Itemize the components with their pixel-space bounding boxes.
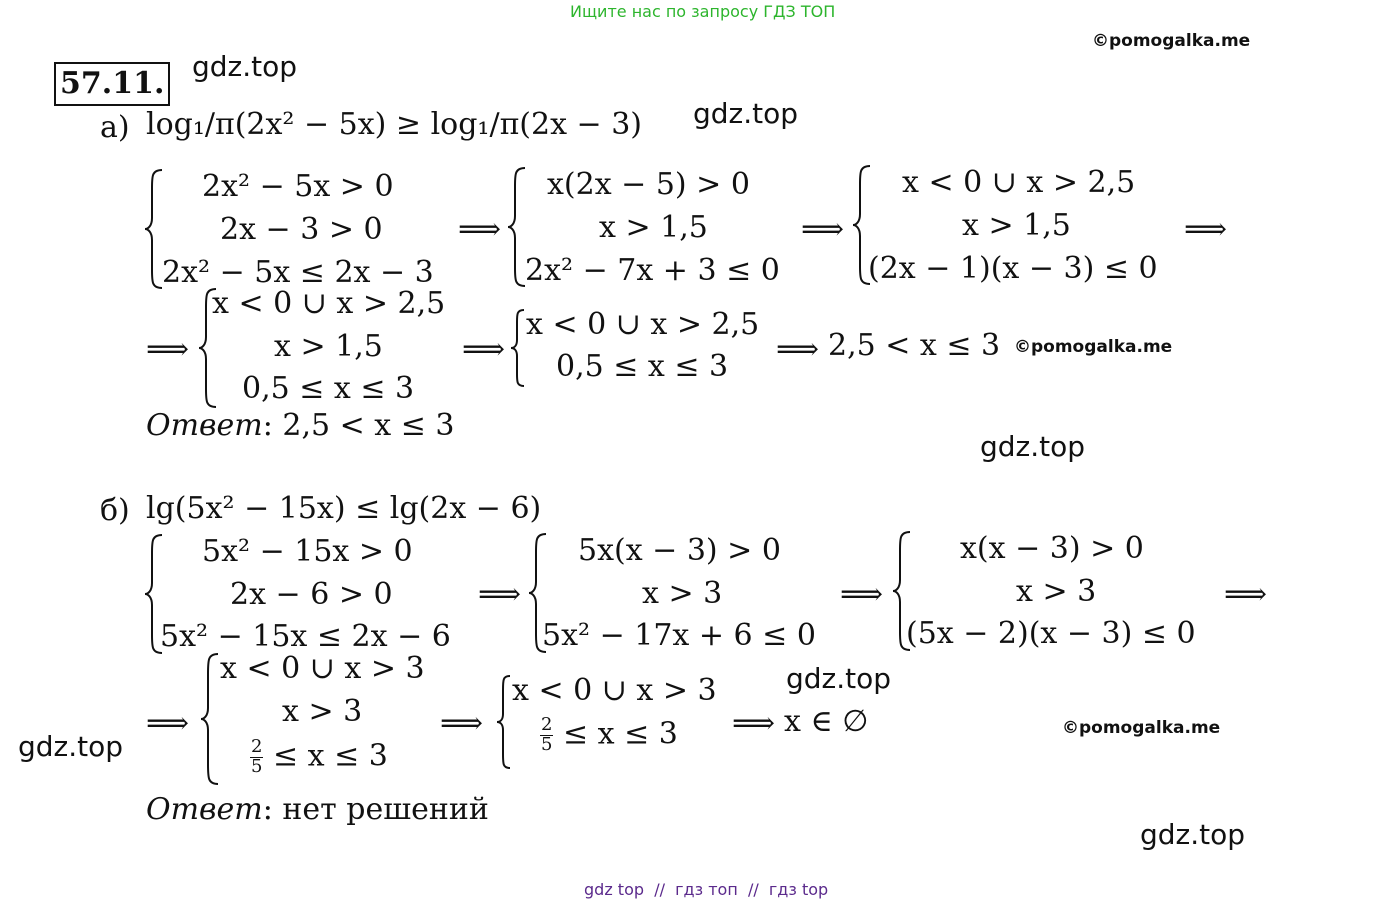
search-banner: Ищите нас по запросу ГДЗ ТОП (570, 2, 836, 21)
gdz-watermark: gdz.top (18, 730, 124, 763)
fraction (250, 738, 263, 777)
brace-icon (144, 168, 164, 290)
implies-arrow: ⟹ (146, 706, 190, 741)
copyright-watermark: ©pomogalka.me (1062, 718, 1221, 738)
implies-arrow: ⟹ (458, 212, 502, 247)
implies-arrow: ⟹ (776, 332, 820, 367)
part-a-system-4 (198, 287, 468, 409)
condition: 5x² − 15x ≤ 2x − 6 (160, 619, 451, 654)
part-a-system-5 (510, 308, 780, 388)
gdz-watermark: gdz.top (980, 430, 1086, 463)
part-b-answer (146, 792, 489, 827)
condition: (5x − 2)(x − 3) ≤ 0 (906, 616, 1196, 651)
condition: 0,5 ≤ x ≤ 3 (242, 371, 415, 406)
fraction-denominator: 5 (541, 733, 553, 755)
part-a-system-2 (507, 166, 807, 288)
condition: x > 1,5 (599, 210, 708, 245)
implies-arrow: ⟹ (840, 577, 884, 612)
part-a-label: а) (100, 110, 130, 145)
part-b-equation: lg(5x² − 15x) ≤ lg(2x − 6) (146, 491, 542, 526)
condition-with-fraction (540, 716, 678, 755)
implies-arrow: ⟹ (732, 706, 776, 741)
brace-icon (507, 166, 527, 288)
gdz-watermark: gdz.top (1140, 818, 1246, 851)
gdz-watermark: gdz.top (192, 50, 298, 83)
condition: x > 1,5 (274, 329, 383, 364)
answer-label: Ответ (146, 408, 263, 443)
condition-with-fraction (250, 738, 388, 777)
footer-links[interactable]: gdz top // гдз топ // гдз top (584, 880, 829, 899)
condition: 2x² − 7x + 3 ≤ 0 (525, 253, 780, 288)
gdz-watermark: gdz.top (693, 97, 799, 130)
condition: 5x² − 17x + 6 ≤ 0 (542, 618, 816, 653)
implies-arrow: ⟹ (440, 706, 484, 741)
condition: x(2x − 5) > 0 (547, 167, 750, 202)
fraction-numerator: 2 (541, 714, 553, 735)
implies-arrow: ⟹ (1224, 577, 1268, 612)
part-a-system-3 (852, 164, 1182, 286)
condition: 2x² − 5x ≤ 2x − 3 (162, 255, 434, 290)
part-b-system-3 (892, 530, 1222, 652)
condition: x > 3 (282, 694, 363, 729)
condition: x(x − 3) > 0 (960, 531, 1144, 566)
condition: x > 3 (642, 576, 723, 611)
condition: 2x − 6 > 0 (230, 577, 393, 612)
implies-arrow: ⟹ (146, 332, 190, 367)
condition: 2x − 3 > 0 (220, 212, 383, 247)
condition: 5x² − 15x > 0 (202, 534, 413, 569)
condition: 0,5 ≤ x ≤ 3 (556, 349, 729, 384)
answer-value: : 2,5 < x ≤ 3 (262, 408, 455, 443)
part-b-system-1 (144, 533, 474, 655)
answer-label: Ответ (146, 792, 263, 827)
part-b-label: б) (100, 493, 130, 528)
copyright-watermark: ©pomogalka.me (1014, 337, 1173, 357)
copyright-watermark: ©pomogalka.me (1092, 31, 1251, 51)
part-b-system-4 (200, 652, 440, 786)
fraction-numerator: 2 (251, 736, 263, 757)
implies-arrow: ⟹ (1184, 212, 1228, 247)
condition-text: ≤ x ≤ 3 (273, 738, 388, 774)
condition: x < 0 ∪ x > 3 (512, 673, 717, 708)
part-b-result: x ∈ ∅ (784, 704, 869, 739)
implies-arrow: ⟹ (801, 212, 845, 247)
condition: x > 3 (1016, 574, 1097, 609)
part-a-system-1 (144, 168, 464, 290)
part-a-equation (146, 107, 642, 142)
brace-icon (200, 652, 220, 786)
condition: (2x − 1)(x − 3) ≤ 0 (868, 251, 1158, 286)
condition: 5x(x − 3) > 0 (578, 533, 781, 568)
part-a-answer (146, 408, 455, 443)
gdz-watermark: gdz.top (786, 662, 892, 695)
implies-arrow: ⟹ (478, 577, 522, 612)
condition-text: ≤ x ≤ 3 (563, 716, 678, 752)
condition: x > 1,5 (962, 208, 1071, 243)
brace-icon (496, 674, 512, 770)
answer-value: : нет решений (262, 792, 489, 827)
part-a-result: 2,5 < x ≤ 3 (828, 328, 1001, 363)
condition: x < 0 ∪ x > 2,5 (902, 165, 1136, 200)
fraction-denominator: 5 (251, 755, 263, 777)
part-a-equation-text: log₁/π(2x² − 5x) ≥ log₁/π(2x − 3) (146, 107, 642, 142)
brace-icon (510, 308, 526, 388)
condition: 2x² − 5x > 0 (202, 169, 394, 204)
condition: x < 0 ∪ x > 2,5 (212, 286, 446, 321)
problem-number: 57.11. (54, 62, 170, 106)
part-b-system-2 (528, 532, 838, 654)
condition: x < 0 ∪ x > 3 (220, 651, 425, 686)
implies-arrow: ⟹ (462, 332, 506, 367)
condition: x < 0 ∪ x > 2,5 (526, 307, 760, 342)
part-b-system-5 (496, 674, 736, 770)
fraction (540, 716, 553, 755)
